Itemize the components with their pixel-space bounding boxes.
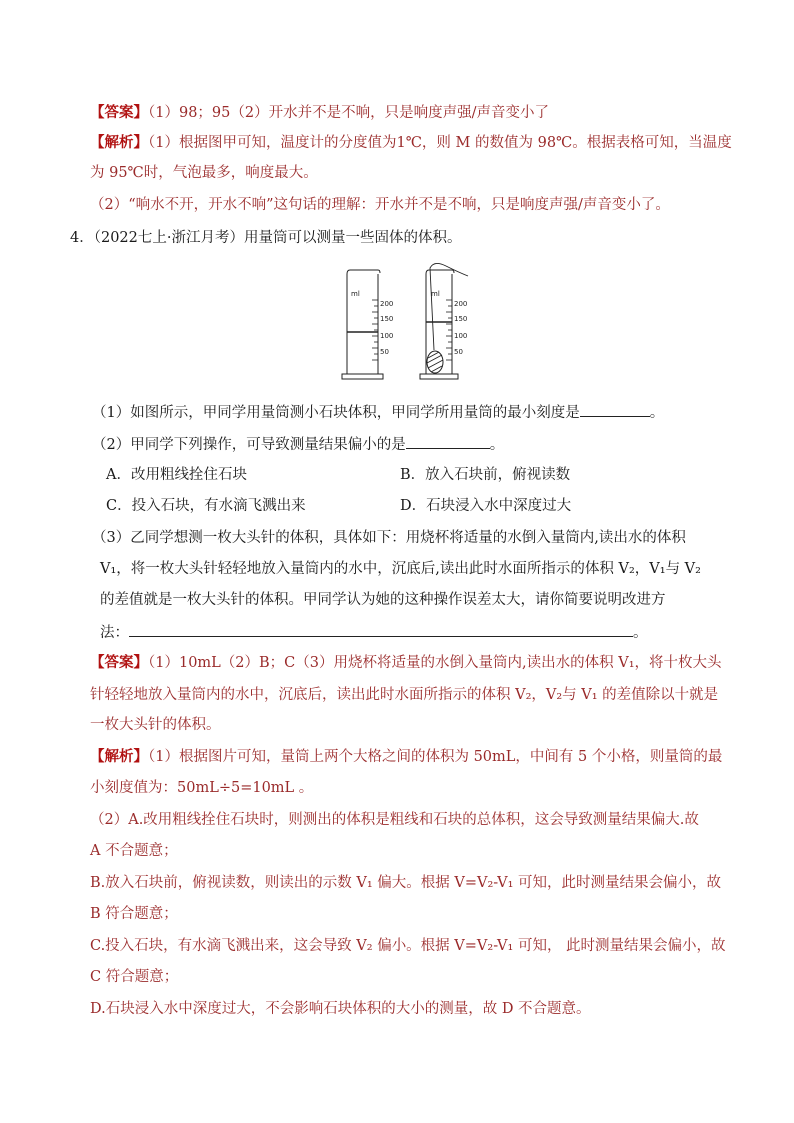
q4-answer-line-2: 针轻轻地放入量筒内的水中，沉底后，读出此时水面所指示的体积 V₂，V₂与 V₁ 的差值除以十就是 <box>90 687 719 703</box>
q4-part1-answer-blank[interactable] <box>580 402 650 417</box>
cylinder-left <box>342 270 383 379</box>
tick-label-50-left: 50 <box>380 348 389 356</box>
answer-tag: 【答案】 <box>90 654 148 671</box>
unit-label-right: ml <box>431 290 440 298</box>
tick-label-200-left: 200 <box>380 300 394 308</box>
answer-tag: 【答案】 <box>90 104 148 121</box>
q4-answer-line-1 <box>90 654 722 672</box>
q4-part3-line-1: （3）乙同学想测一枚大头针的体积，具体如下：用烧杯将适量的水倒入量筒内,读出水的体积 <box>92 530 686 546</box>
q3-analysis-line-2: 为 95℃时，气泡最多，响度最大。 <box>90 165 318 181</box>
tick-label-200-right: 200 <box>454 300 468 308</box>
q4-part3-line-2: V₁，将一枚大头针轻轻地放入量筒内的水中，沉底后,读出此时水面所指示的体积 V₂，V₁与 V₂ <box>100 561 701 577</box>
q4-part1-end: 。 <box>649 405 665 421</box>
q4-part3-line-4 <box>100 622 648 642</box>
q4-option-d[interactable]: D．石块浸入水中深度过大 <box>400 498 572 514</box>
analysis-tag: 【解析】 <box>90 748 148 765</box>
q4-stem: 4．（2022七上·浙江月考）用量筒可以测量一些固体的体积。 <box>70 230 462 246</box>
q3-analysis-line-1 <box>90 134 732 152</box>
unit-label-left: ml <box>351 290 360 298</box>
q4-part1-text: （1）如图所示，甲同学用量筒测小石块体积，甲同学所用量筒的最小刻度是 <box>92 405 580 421</box>
tick-label-100-left: 100 <box>380 332 394 340</box>
tick-label-150-left: 150 <box>380 315 394 323</box>
q4-option-a[interactable]: A．改用粗线拴住石块 <box>106 467 247 483</box>
q3-analysis-line-3: （2）“响水不开，开水不响”这句话的理解：开水并不是不响，只是响度声强/声音变小了。 <box>90 197 670 213</box>
tick-label-50-right: 50 <box>454 348 463 356</box>
q4-analysis-line-6: B 符合题意； <box>90 906 178 922</box>
q4-part2 <box>92 434 504 454</box>
q4-part1 <box>92 402 664 422</box>
q4-option-c[interactable]: C．投入石块，有水滴飞溅出来 <box>106 498 306 514</box>
q4-analysis-line-3: （2）A.改用粗线拴住石块时，则测出的体积是粗线和石块的总体积，这会导致测量结果偏大.故 <box>90 812 699 828</box>
q4-part3-end: 。 <box>633 625 648 641</box>
q3-analysis-text-1: （1）根据图甲可知，温度计的分度值为1℃，则 M 的数值为 98℃。根据表格可知，当温度 <box>148 135 732 151</box>
tick-label-100-right: 100 <box>454 332 468 340</box>
q4-part3-answer-blank[interactable] <box>129 622 633 637</box>
tick-label-150-right: 150 <box>454 315 468 323</box>
stone-in-cylinder <box>427 351 443 373</box>
q4-part2-text: （2）甲同学下列操作，可导致测量结果偏小的是 <box>92 437 406 453</box>
q4-part2-answer-blank[interactable] <box>406 434 490 449</box>
q3-answer-line <box>90 104 549 122</box>
q4-analysis-line-4: A 不合题意； <box>90 843 178 859</box>
q4-analysis-line-5: B.放入石块前，俯视读数，则读出的示数 V₁ 偏大。根据 V=V₂-V₁ 可知，此时测量结果会偏小，故 <box>90 875 722 891</box>
q4-part3-method-label: 法： <box>100 625 129 641</box>
q4-answer-text-1: （1）10mL（2）B；C（3）用烧杯将适量的水倒入量筒内,读出水的体积 V₁，将十枚大头 <box>148 655 722 671</box>
q4-analysis-line-7: C.投入石块，有水滴飞溅出来，这会导致 V₂ 偏小。根据 V=V₂-V₁ 可知， 此时测量结果会偏小，故 <box>90 938 726 954</box>
q4-part2-end: 。 <box>489 437 505 453</box>
q3-answer-text: （1）98；95（2）开水并不是不响，只是响度声强/声音变小了 <box>148 105 549 121</box>
q4-analysis-line-9: D.石块浸入水中深度过大，不会影响石块体积的大小的测量，故 D 不合题意。 <box>90 1001 591 1017</box>
q4-answer-line-3: 一枚大头针的体积。 <box>90 717 221 733</box>
q4-part3-line-3: 的差值就是一枚大头针的体积。甲同学认为她的这种操作误差太大，请你简要说明改进方 <box>100 592 666 608</box>
analysis-tag: 【解析】 <box>90 134 148 151</box>
q4-option-b[interactable]: B．放入石块前，俯视读数 <box>400 467 571 483</box>
q4-analysis-line-1 <box>90 748 722 766</box>
q4-analysis-line-2: 小刻度值为：50mL÷5=10mL 。 <box>90 780 314 796</box>
q4-analysis-text-1: （1）根据图片可知，量筒上两个大格之间的体积为 50mL，中间有 5 个小格，则量筒的最 <box>148 749 723 765</box>
measuring-cylinder-figure <box>338 262 478 387</box>
q4-analysis-line-8: C 符合题意； <box>90 969 179 985</box>
